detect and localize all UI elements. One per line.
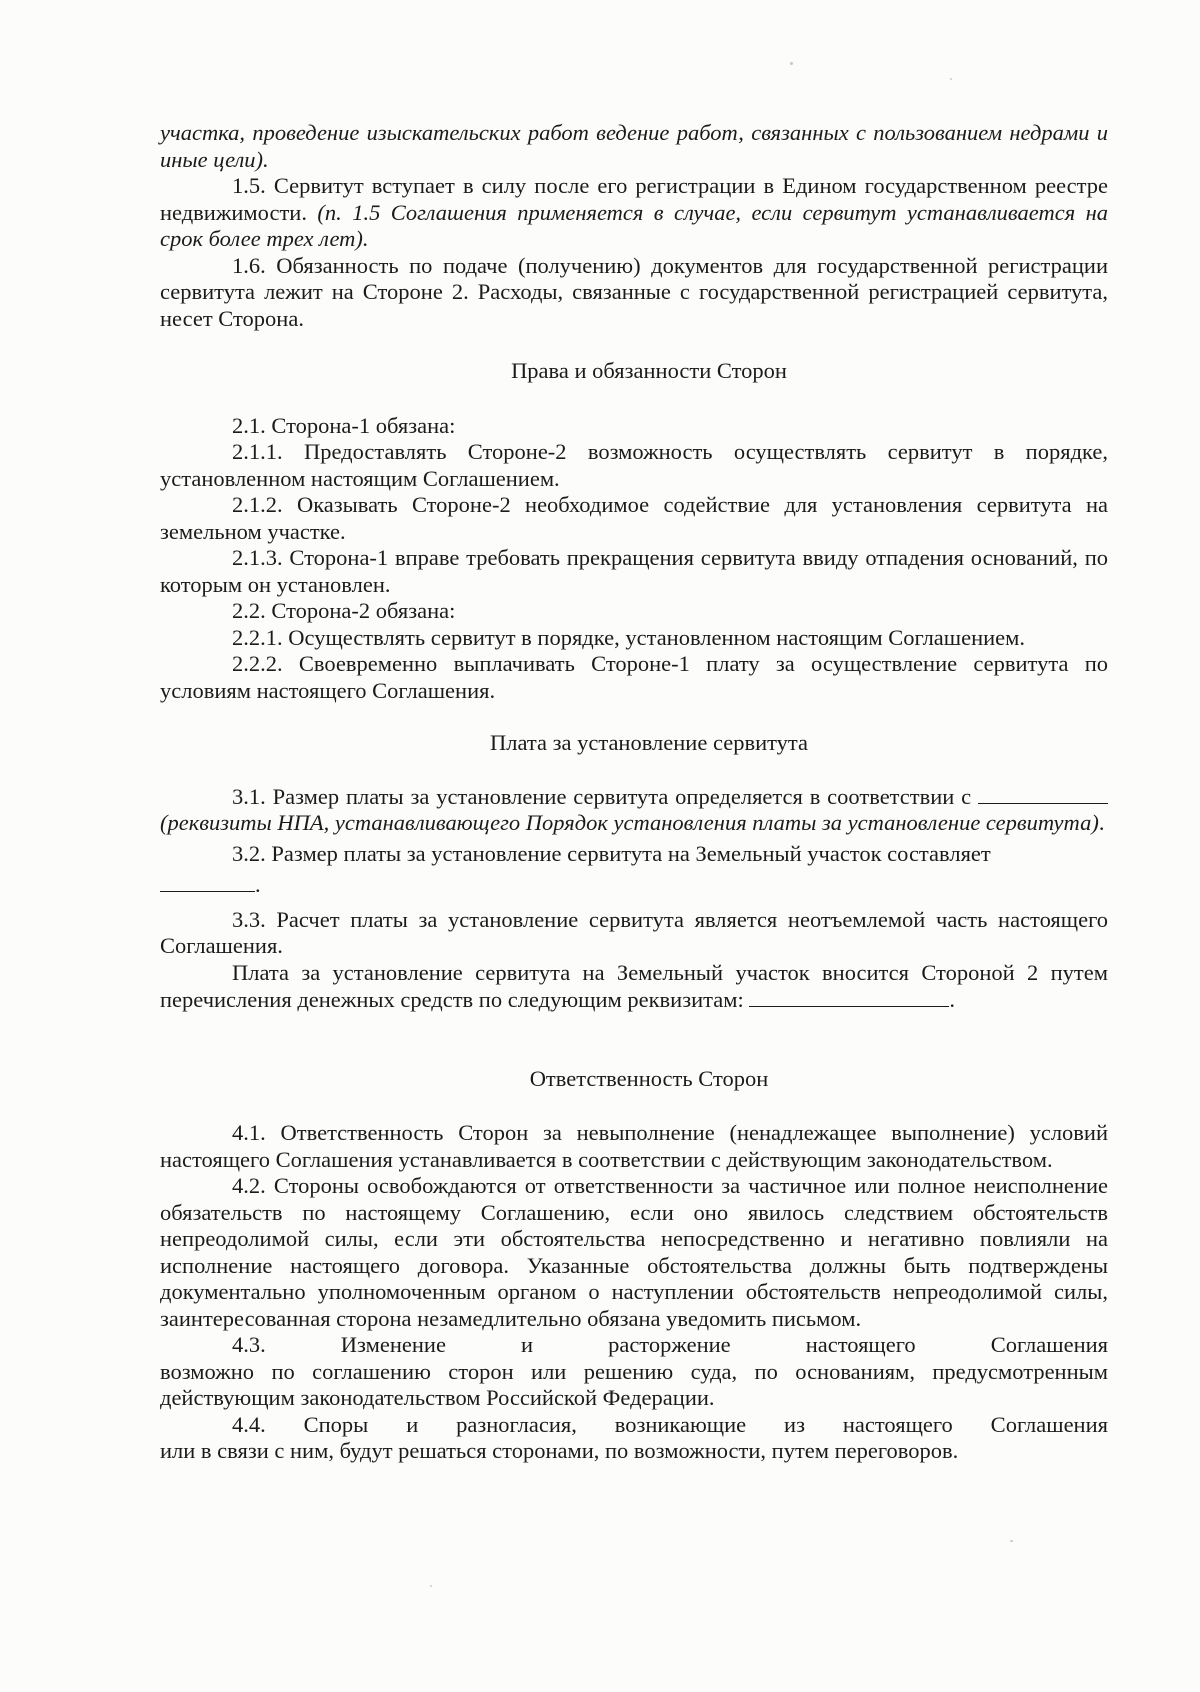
scan-speck: [430, 1585, 432, 1587]
clause-3-1-end: .: [1098, 810, 1105, 835]
clause-4-3-first-line: 4.3. Изменение и расторжение настоящего Соглашения возможно: [160, 1332, 1108, 1384]
clause-3-1-text: 3.1. Размер платы за установление сервитута определяется в соответствии с: [232, 783, 978, 809]
document-body: [160, 120, 1108, 1465]
clause-2-1: 2.1. Сторона-1 обязана:: [232, 412, 456, 438]
scan-speck: [1010, 1540, 1013, 1542]
clause-2-2: 2.2. Сторона-2 обязана:: [232, 598, 456, 623]
clause-3-2-end: .: [255, 872, 261, 897]
blank-line-requisites: [749, 986, 949, 1007]
section-heading-payment: Плата за установление сервитута: [490, 730, 808, 755]
section-heading-rights: Права и обязанности Сторон: [511, 358, 787, 383]
paragraph-1-5: [160, 173, 1108, 253]
clause-2-1-3: 2.1.3. Сторона-1 вправе требовать прекращения сервитута ввиду отпадения оснований, по которым он установлен.: [160, 545, 1108, 597]
clause-3-payment-details: [160, 960, 1108, 1014]
clause-4-3-rest: по соглашению сторон или решению суда, по основаниям, предусмотренным действующим законодательством Российской Федерации.: [160, 1358, 1108, 1410]
clause-2-1-2: 2.1.2. Оказывать Стороне-2 необходимое содействие для установления сервитута на земельном участке.: [160, 492, 1108, 544]
scan-speck: [790, 62, 793, 65]
section-heading-liability: Ответственность Сторон: [529, 1065, 769, 1091]
payment-details-end: .: [949, 987, 955, 1012]
clause-3-1-note: (реквизиты НПА, устанавливающего Порядок установления платы за установление сервитута): [160, 810, 1099, 835]
clause-3-2: [160, 841, 1108, 899]
clause-4-3: [160, 1332, 1108, 1412]
clause-4-1: 4.1. Ответственность Сторон за невыполнение (ненадлежащее выполнение) условий настоящего Соглашения устанавливается в соответствии с действующим законодательством.: [160, 1120, 1108, 1172]
paragraph-1-5-note: (п. 1.5 Соглашения применяется в случае, если сервитут устанавливается на срок более трех лет).: [160, 199, 1109, 251]
blank-line-npa: [978, 783, 1108, 804]
clause-3-1: [160, 783, 1108, 837]
paragraph-1-5-text: 1.5. Сервитут вступает в силу после его регистрации в Едином государственном реестре недвижимости.: [160, 173, 1108, 225]
payment-details-text: Плата за установление сервитута на Земельный участок вносится Стороной 2 путем перечисления денежных средств по следующим реквизитам:: [160, 959, 1108, 1012]
clause-2-1-1: 2.1.1. Предоставлять Стороне-2 возможность осуществлять сервитут в порядке, установленном настоящим Соглашением.: [160, 439, 1108, 491]
clause-2-2-2: 2.2.2. Своевременно выплачивать Стороне-1 плату за осуществление сервитута по условиям настоящего Соглашения.: [160, 651, 1108, 703]
paragraph-1-6: 1.6. Обязанность по подаче (получению) документов для государственной регистрации сервитута лежит на Стороне 2. Расходы, связанные с государственной регистрацией сервитута, несет Сторона.: [160, 252, 1108, 331]
clause-3-2-text: 3.2. Размер платы за установление сервитута на Земельный участок составляет: [232, 840, 991, 866]
clause-4-4: [160, 1412, 1108, 1465]
clause-4-2: 4.2. Стороны освобождаются от ответственности за частичное или полное неисполнение обязательств по настоящему Соглашению, если оно явилось следствием обстоятельств непреодолимой силы, если эти обстоятельства непосредственно и негативно повлияли на исполнение настоящего договора. Указанные обстоятельства должны быть подтверждены документально уполномоченным органом о наступлении обстоятельств непреодолимой силы, заинтересованная сторона незамедлительно обязана уведомить письмом.: [160, 1173, 1108, 1331]
blank-line-amount: [160, 871, 255, 892]
clause-3-3: 3.3. Расчет платы за установление сервитута является неотъемлемой часть настоящего Соглашения.: [160, 906, 1108, 958]
clause-4-4-first-line: 4.4. Споры и разногласия, возникающие из настоящего Соглашения: [232, 1411, 1108, 1437]
clause-2-2-1: 2.2.1. Осуществлять сервитут в порядке, установленном настоящим Соглашением.: [232, 624, 1026, 650]
scan-speck: [950, 78, 952, 80]
clause-4-4-rest: или в связи с ним, будут решаться сторонами, по возможности, путем переговоров.: [160, 1438, 959, 1463]
paragraph-1-4-end: участка, проведение изыскательских работ ведение работ, связанных с пользованием недрами и иные цели).: [160, 120, 1108, 172]
